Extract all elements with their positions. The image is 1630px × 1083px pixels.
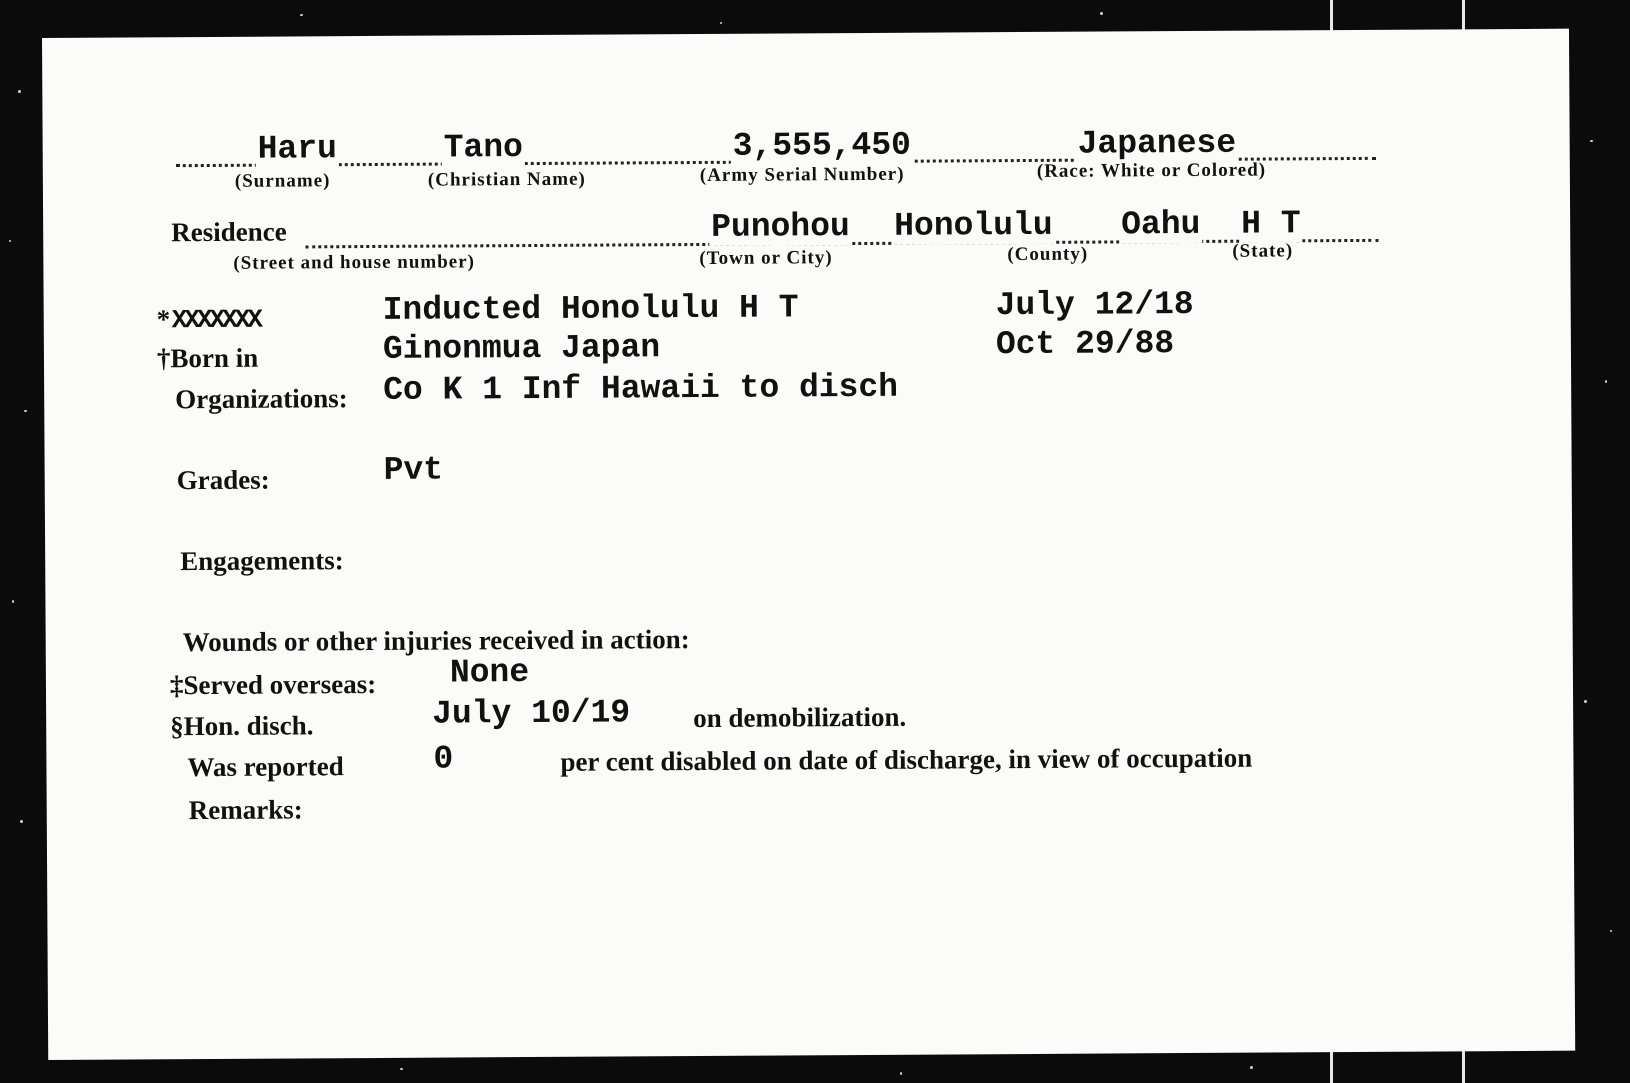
residence-county: Honolulu <box>894 206 1053 245</box>
service-record-card <box>42 29 1575 1060</box>
remarks-label: Remarks: <box>188 794 303 826</box>
film-speck <box>400 1068 403 1070</box>
born-date: Oct 29/88 <box>995 325 1175 364</box>
discharge-value: July 10/19 <box>432 694 631 733</box>
residence-label: Residence <box>171 216 289 248</box>
film-speck <box>1250 1066 1253 1069</box>
born-value: Ginonmua Japan <box>382 329 661 368</box>
organizations-label: Organizations: <box>175 383 348 415</box>
county-caption: (County) <box>1007 243 1089 266</box>
christian-name-caption: (Christian Name) <box>427 168 586 191</box>
reported-value: 0 <box>433 740 454 778</box>
enlisted-value: Inducted Honolulu H T <box>382 289 799 329</box>
organizations-value: Co K 1 Inf Hawaii to disch <box>383 368 899 409</box>
film-speck <box>12 600 14 603</box>
film-speck <box>1584 700 1587 703</box>
enlisted-label-struck: XXXXXXX <box>171 304 261 336</box>
film-speck <box>1610 930 1612 932</box>
overseas-value: None <box>449 654 530 692</box>
born-label: †Born in <box>156 342 259 374</box>
engagements-label: Engagements: <box>180 545 344 577</box>
overseas-label: ‡Served overseas: <box>169 668 377 701</box>
grades-label: Grades: <box>176 464 270 496</box>
surname-value: Haru <box>257 130 338 168</box>
grades-value: Pvt <box>383 451 444 489</box>
residence-state: H T <box>1241 205 1301 243</box>
reported-suffix: per cent disabled on date of discharge, in view of occupation <box>560 742 1253 777</box>
film-speck <box>24 410 27 412</box>
film-speck <box>900 1072 902 1075</box>
street-caption: (Street and house number) <box>233 251 476 274</box>
residence-island: Oahu <box>1121 205 1201 244</box>
discharge-label: §Hon. disch. <box>170 710 314 742</box>
enlisted-date: July 12/18 <box>995 285 1194 325</box>
wounds-label: Wounds or other injuries received in action: <box>182 624 690 658</box>
film-speck <box>1590 140 1593 142</box>
serial-number-value: 3,555,450 <box>732 126 912 165</box>
serial-number-caption: (Army Serial Number) <box>699 163 905 186</box>
film-speck <box>18 90 21 93</box>
film-speck <box>20 820 23 823</box>
state-caption: (State) <box>1232 240 1294 262</box>
film-speck <box>1605 380 1607 383</box>
film-speck <box>720 22 722 24</box>
town-caption: (Town or City) <box>699 247 833 269</box>
enlisted-mark: * <box>156 304 171 335</box>
christian-name-value: Tano <box>443 129 524 167</box>
reported-label: Was reported <box>187 751 344 783</box>
surname-caption: (Surname) <box>234 170 331 192</box>
residence-town: Punohou <box>711 208 850 246</box>
discharge-suffix: on demobilization. <box>693 701 907 734</box>
race-caption: (Race: White or Colored) <box>1036 159 1267 182</box>
film-speck <box>9 240 11 242</box>
race-value: Japanese <box>1077 124 1237 163</box>
film-speck <box>300 14 303 16</box>
film-speck <box>1100 12 1103 15</box>
